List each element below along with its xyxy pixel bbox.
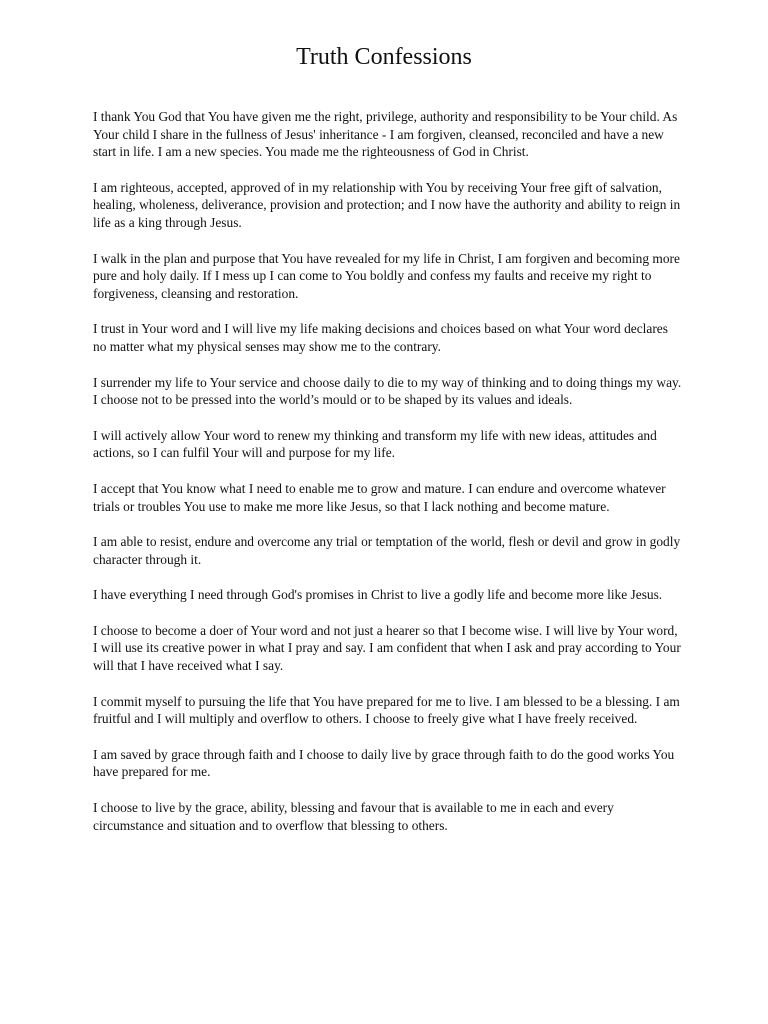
paragraph-1: I thank You God that You have given me the right, privilege, authority and responsibility to be Your child. As Your child I share in the fullness of Jesus' inheritance - I am forgiven, cleansed, reconciled and have a new start in life. I am a new species. You made me the righteousness of God in Christ. (93, 109, 678, 160)
paragraph-12: I am saved by grace through faith and I choose to daily live by grace through faith to do the good works You have prepared for me. (93, 746, 675, 780)
paragraph-8: I am able to resist, endure and overcome any trial or temptation of the world, flesh or devil and grow in godly character through it. (93, 534, 681, 567)
paragraph-3: I walk in the plan and purpose that You have revealed for my life in Christ, I am forgiven and becoming more pure and holy daily. If I mess up I can come to You boldly and confess my faults and receive my right to forgiveness, cleansing and restoration. (93, 250, 680, 301)
paragraph-13: I choose to live by the grace, ability, blessing and favour that is available to me in each and every circumstance and situation and to overflow that blessing to others. (93, 800, 614, 833)
paragraph-10: I choose to become a doer of Your word and not just a hearer so that I become wise. I will live by Your word, I will use its creative power in what I pray and say. I am confident that when I ask and pray according to Your will that I have received what I say. (93, 622, 681, 674)
document-title: Truth Confessions (296, 44, 472, 70)
paragraph-7: I accept that You know what I need to enable me to grow and mature. I can endure and overcome whatever trials or troubles You use to make me more like Jesus, so that I lack nothing and become mature. (93, 480, 666, 514)
paragraph-5: I surrender my life to Your service and choose daily to die to my way of thinking and to doing things my way. I choose not to be pressed into the world’s mould or to be shaped by its values and ideals. (93, 374, 682, 408)
paragraph-2: I am righteous, accepted, approved of in my relationship with You by receiving Your free gift of salvation, healing, wholeness, deliverance, provision and protection; and I now have the authority and ability to reign in life as a king through Jesus. (93, 179, 681, 230)
paragraph-11: I commit myself to pursuing the life that You have prepared for me to live. I am blessed to be a blessing. I am fruitful and I will multiply and overflow to others. I choose to freely give what I have freely received. (93, 693, 680, 727)
paragraph-9: I have everything I need through God's promises in Christ to live a godly life and become more like Jesus. (93, 587, 663, 603)
paragraph-4: I trust in Your word and I will live my life making decisions and choices based on what Your word declares no matter what my physical senses may show me to the contrary. (93, 321, 668, 354)
paragraph-6: I will actively allow Your word to renew my thinking and transform my life with new ideas, attitudes and actions, so I can fulfil Your will and purpose for my life. (93, 427, 657, 461)
document-body (93, 108, 683, 852)
